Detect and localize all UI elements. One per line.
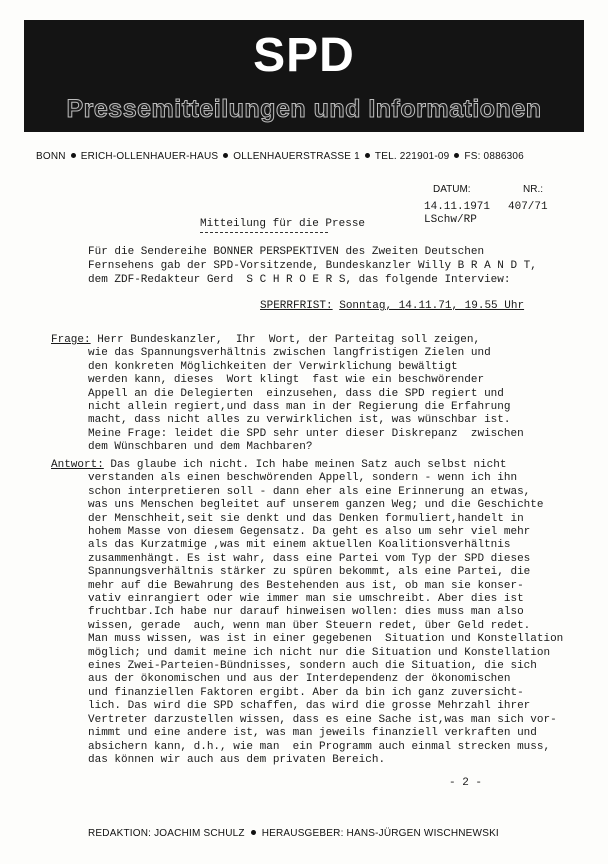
- footer-editor: REDAKTION: JOACHIM SCHULZ: [88, 828, 245, 839]
- letterhead-banner: [24, 20, 584, 132]
- answer-text: [88, 472, 563, 767]
- embargo-label: SPERRFRIST:: [260, 300, 333, 312]
- address-city: BONN: [36, 151, 66, 162]
- intro-paragraph: [88, 245, 537, 287]
- answer-line: Man muss wissen, was ist in einer gegebenen Situation und Konstellation: [88, 633, 564, 646]
- address-line: [36, 151, 576, 162]
- release-date: 14.11.1971: [424, 201, 491, 213]
- answer-line: wissen, gerade auch, wenn man über Steuern redet, über Geld redet.: [88, 619, 531, 632]
- answer-first-line: Antwort: Das glaube ich nicht. Ich habe meinen Satz auch selbst nicht: [51, 459, 507, 471]
- author-initials: LSchw/RP: [424, 214, 477, 226]
- address-telex: FS: 0886306: [464, 151, 524, 162]
- bullet-icon: [365, 153, 370, 158]
- intro-line: Für die Sendereihe BONNER PERSPEKTIVEN des Zweiten Deutschen: [88, 246, 485, 258]
- answer-line: was uns Menschen begleitet auf unserem ganzen Weg; und die Geschichte: [88, 499, 544, 512]
- question-line: dem Wünschbaren und dem Machbaren?: [88, 441, 313, 454]
- answer-line: schon interpretieren soll - dann eher als eine Erinnerung an etwas,: [88, 485, 531, 498]
- datum-label: DATUM:: [433, 184, 471, 195]
- answer-line: das können wir auch aus dem privaten Bereich.: [88, 753, 386, 766]
- intro-line: dem ZDF-Redakteur Gerd S C H R O E R S, das folgende Interview:: [88, 274, 511, 286]
- answer-line: als das Kurzatmige ,was mit einem aktuellen Koalitionsverhältnis: [88, 539, 511, 552]
- heading-underline: [200, 232, 328, 233]
- answer-line: Vertreter darzustellen wissen, dass es eine Sache ist,was man sich vor-: [88, 713, 557, 726]
- question-text: [88, 347, 524, 454]
- embargo-time: Sonntag, 14.11.71, 19.55 Uhr: [339, 300, 525, 312]
- intro-line: Fernsehens gab der SPD-Vorsitzende, Bundeskanzler Willy B R A N D T,: [88, 260, 537, 272]
- answer-line: fruchtbar.Ich habe nur darauf hinweisen wollen: dies muss man also: [88, 606, 524, 619]
- document-heading: Mitteilung für die Presse: [200, 218, 366, 230]
- answer-line: hohem Masse von diesem Gegensatz. Da geht es also um sehr viel mehr: [88, 526, 531, 539]
- question-block: [51, 334, 480, 347]
- question-line: Appell an die Delegierten einzusehen, dass die SPD regiert und: [88, 387, 504, 400]
- answer-line: absichern kann, d.h., wie man ein Programm auch einmal strecken muss,: [88, 740, 551, 753]
- answer-line: und finanziellen Faktoren ergibt. Aber da bin ich ganz zuversicht-: [88, 686, 524, 699]
- bullet-icon: [223, 153, 228, 158]
- answer-line: eines Zwei-Parteien-Bündnisses, sondern auch die Situation, die sich: [88, 660, 537, 673]
- address-phone: TEL. 221901-09: [374, 151, 450, 162]
- answer-line: möglich; und damit meine ich nicht nur die Situation und Konstellation: [88, 646, 551, 659]
- question-first-line: Frage: Herr Bundeskanzler, Ihr Wort, der Parteitag soll zeigen,: [51, 334, 481, 346]
- answer-block: [51, 459, 506, 472]
- answer-line: nimmt und eine andere ist, was man jeweils finanziell verkraften und: [88, 727, 537, 740]
- answer-line: verstanden als einen beschwörenden Appell, sondern - wenn ich ihn: [88, 472, 518, 485]
- answer-line: aus der ökonomischen und aus der Interdependenz der ökonomischen: [88, 673, 511, 686]
- address-building: ERICH-OLLENHAUER-HAUS: [80, 151, 219, 162]
- embargo-line: [260, 300, 524, 312]
- answer-line: mehr auf die Bewahrung des Bestehenden aus ist, ob man sie konser-: [88, 579, 524, 592]
- answer-line: zusammenhängt. Es ist wahr, dass eine Partei vom Typ der SPD dieses: [88, 552, 531, 565]
- page-marker: - 2 -: [449, 777, 483, 789]
- address-street: OLLENHAUERSTRASSE 1: [233, 151, 360, 162]
- answer-label: Antwort:: [51, 459, 104, 471]
- question-line: werden kann, dieses Wort klingt fast wie ein beschwörender: [88, 374, 485, 387]
- release-number: 407/71: [508, 201, 548, 213]
- question-line: nicht allein regiert,und dass man in der Regierung die Erfahrung: [88, 401, 511, 414]
- question-line: Meine Frage: leidet die SPD sehr unter dieser Diskrepanz zwischen: [88, 427, 524, 440]
- answer-line: lich. Das wird die SPD schaffen, das wird die grosse Mehrzahl ihrer: [88, 700, 531, 713]
- answer-line: der Menschheit,seit sie denkt und das Denken formuliert,handelt in: [88, 512, 524, 525]
- question-line: wie das Spannungsverhältnis zwischen langfristigen Zielen und: [88, 347, 491, 360]
- question-line: den konkreten Möglichkeiten der Verwirklichung bewältigt: [88, 360, 458, 373]
- bullet-icon: [71, 153, 76, 158]
- nr-label: NR.:: [523, 184, 543, 195]
- question-label: Frage:: [51, 334, 91, 346]
- letterhead-subtitle: Pressemitteilungen und Informationen: [66, 95, 542, 123]
- answer-line: vativ einrangiert oder wie immer man sie umschreibt. Aber dies ist: [88, 593, 524, 606]
- footer-line: [88, 828, 499, 839]
- answer-line: Spannungsverhältnis stärker zu spüren bekommt, als eine Partei, die: [88, 566, 531, 579]
- question-line: macht, dass nicht alles zu verwirklichen ist, was wünschbar ist.: [88, 414, 511, 427]
- spd-logo: SPD: [253, 29, 355, 82]
- footer-publisher: HERAUSGEBER: HANS-JÜRGEN WISCHNEWSKI: [261, 828, 499, 839]
- bullet-icon: [454, 153, 459, 158]
- bullet-icon: [251, 830, 256, 835]
